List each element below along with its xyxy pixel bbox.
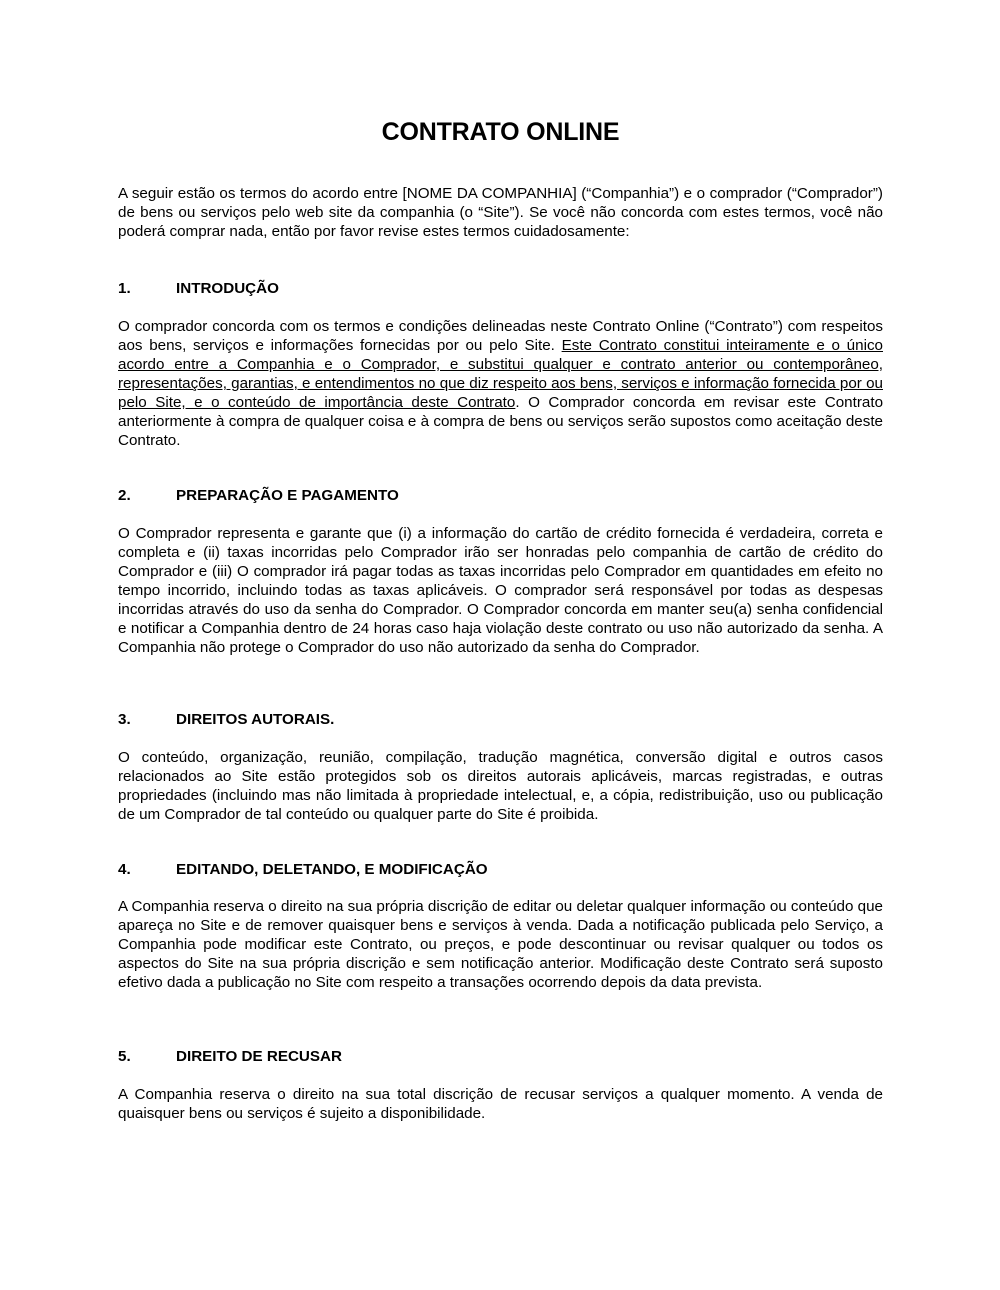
section-5-paragraph: A Companhia reserva o direito na sua total discrição de recusar serviços a qualquer momento. A venda de quaisquer bens ou serviços é sujeito a disponibilidade. <box>118 1086 883 1122</box>
section-5-heading <box>118 1047 883 1066</box>
section-1-text-start: O comprador concorda com os termos e condições delineadas neste Contrato Online (“Contrato”) com respeitos aos bens, serviços e informações fornecidas por ou pelo Site. <box>118 318 883 354</box>
section-number: 2. <box>118 487 131 504</box>
section-number: 3. <box>118 711 131 728</box>
section-title: DIREITO DE RECUSAR <box>176 1048 342 1065</box>
section-1-underlined-clause: Este Contrato constitui inteiramente e o único acordo entre a Companhia e o Comprador, e substitui qualquer e contrato anterior ou contemporâneo, representações, garantias, e entendimentos no que diz respeito aos bens, serviços e informação fornecida por ou pelo Site, e o conteúdo de importância deste Contrato <box>118 337 883 411</box>
intro-paragraph: A seguir estão os termos do acordo entre [NOME DA COMPANHIA] (“Companhia”) e o comprador (“Comprador”) de bens ou serviços pelo web site da companhia (o “Site”). Se você não concorda com estes termos, você não poderá comprar nada, então por favor revise estes termos cuidadosamente: <box>118 185 883 240</box>
section-1-heading <box>118 279 883 298</box>
section-number: 4. <box>118 861 131 878</box>
section-2-heading <box>118 486 883 505</box>
section-number: 1. <box>118 280 131 297</box>
section-title: DIREITOS AUTORAIS. <box>176 711 335 728</box>
section-1-paragraph <box>118 317 883 450</box>
section-title: EDITANDO, DELETANDO, E MODIFICAÇÃO <box>176 861 488 878</box>
section-1-text-end: . O Comprador concorda em revisar este Contrato anteriormente à compra de qualquer coisa e à compra de bens ou serviços serão supostos como aceitação deste Contrato. <box>118 394 884 449</box>
section-number: 5. <box>118 1048 131 1065</box>
document-title: CONTRATO ONLINE <box>381 118 620 146</box>
section-3-paragraph: O conteúdo, organização, reunião, compilação, tradução magnética, conversão digital e outros casos relacionados ao Site estão protegidos sob os direitos autorais aplicáveis, marcas registradas, e outras propriedades (incluindo mas não limitada à propriedade intelectual, e, a cópia, redistribuição, uso ou publicação de um Comprador de tal conteúdo ou qualquer parte do Site é proibida. <box>118 749 883 823</box>
section-title: INTRODUÇÃO <box>176 280 279 297</box>
section-2-paragraph: O Comprador representa e garante que (i) a informação do cartão de crédito fornecida é verdadeira, correta e completa e (ii) taxas incorridas pelo Comprador irão ser honradas pelo companhia de cartão de crédito do Comprador e (iii) O comprador irá pagar todas as taxas incorridas pelo Comprador em quantidades em efeito no tempo incorrido, incluindo todas as taxas aplicáveis. O comprador será responsável por todas as despesas incorridas através do uso da senha do Comprador. O Comprador concorda em manter seu(a) senha confidencial e notificar a Companhia dentro de 24 horas caso haja violação deste contrato ou uso não autorizado da senha. A Companhia não protege o Comprador do uso não autorizado da senha do Comprador. <box>118 525 883 656</box>
section-4-paragraph: A Companhia reserva o direito na sua própria discrição de editar ou deletar qualquer informação ou conteúdo que apareça no Site e de remover quaisquer bens e serviços à venda. Dada a notificação publicada pelo Serviço, a Companhia pode modificar este Contrato, ou preços, e pode descontinuar ou revisar qualquer ou todos os aspectos do Site na sua própria discrição e sem notificação anterior. Modificação deste Contrato será suposto efetivo dada a publicação no Site com respeito a transações ocorrendo depois da data prevista. <box>118 898 883 991</box>
section-3-heading <box>118 710 883 729</box>
section-4-heading <box>118 860 883 879</box>
section-title: PREPARAÇÃO E PAGAMENTO <box>176 487 399 504</box>
